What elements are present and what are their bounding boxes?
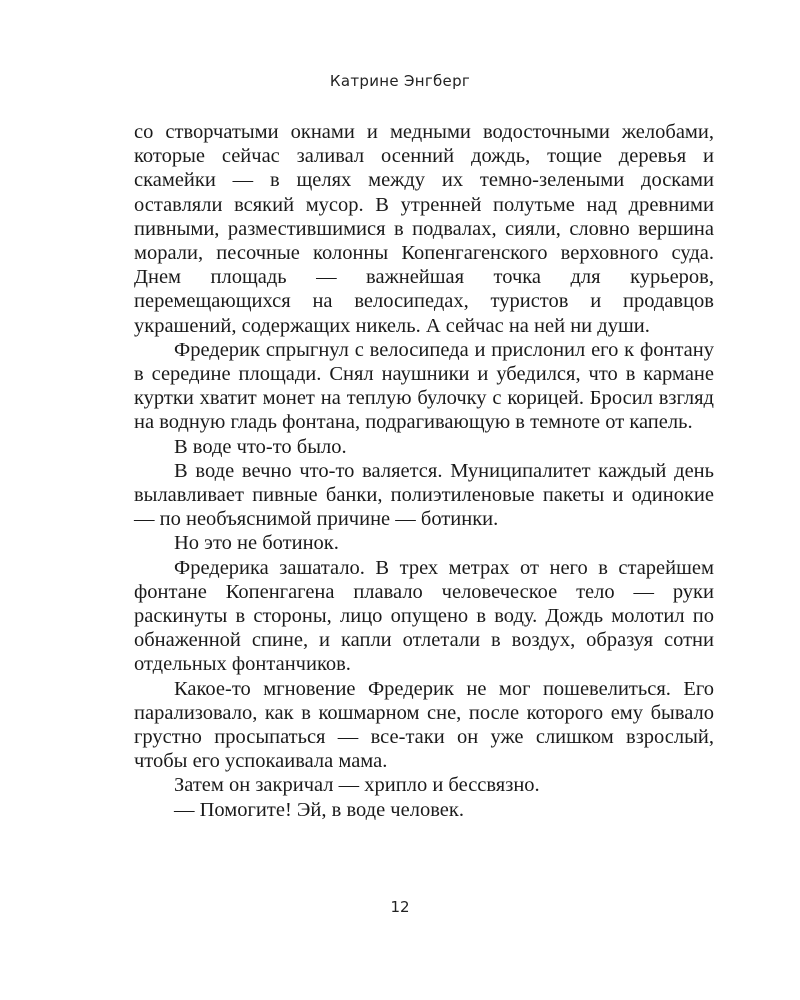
paragraph: со створчатыми окнами и медными водосточными желобами, которые сейчас заливал осенний дождь, тощие деревья и скамейки — в щелях между их темно-зелеными досками оставляли всякий мусор. В утренней полутьме над древними пивными, разместившимися в подвалах, сияли, словно вершина морали, песочные колонны Копенгагенского верховного суда. Днем площадь — важнейшая точка для курьеров, перемещающихся на велосипедах, туристов и продавцов украшений, содержащих никель. А сейчас на ней ни души. bbox=[134, 121, 714, 337]
paragraph: Фредерик спрыгнул с велосипеда и прислонил его к фонтану в середине площади. Снял наушники и убедился, что в кармане куртки хватит монет на теплую булочку с корицей. Бросил взгляд на водную гладь фонтана, подрагивающую в темноте от капель. bbox=[134, 338, 714, 434]
paragraph: В воде что-то было. bbox=[174, 435, 347, 458]
paragraph: В воде вечно что-то валяется. Муниципалитет каждый день вылавливает пивные банки, полиэтиленовые пакеты и одинокие — по необъяснимой причине — ботинки. bbox=[134, 459, 714, 531]
running-head-author: Катрине Энгберг bbox=[329, 72, 471, 90]
body-text bbox=[134, 120, 714, 822]
paragraph: Фредерика зашатало. В трех метрах от него в старейшем фонтане Копенгагена плавало человеческое тело — руки раскинуты в стороны, лицо опущено в воду. Дождь молотил по обнаженной спине, и капли отлетали в воздух, образуя сотни отдельных фонтанчиков. bbox=[134, 556, 714, 676]
paragraph: — Помогите! Эй, в воде человек. bbox=[174, 798, 464, 821]
paragraph: Затем он закричал — хрипло и бессвязно. bbox=[174, 774, 540, 797]
paragraph: Какое-то мгновение Фредерик не мог пошевелиться. Его парализовало, как в кошмарном сне, после которого ему бывало грустно просыпаться — все-таки он уже слишком взрослый, чтобы его успокаивала мама. bbox=[134, 677, 714, 773]
page-number: 12 bbox=[390, 898, 410, 916]
paragraph: Но это не ботинок. bbox=[174, 532, 339, 555]
